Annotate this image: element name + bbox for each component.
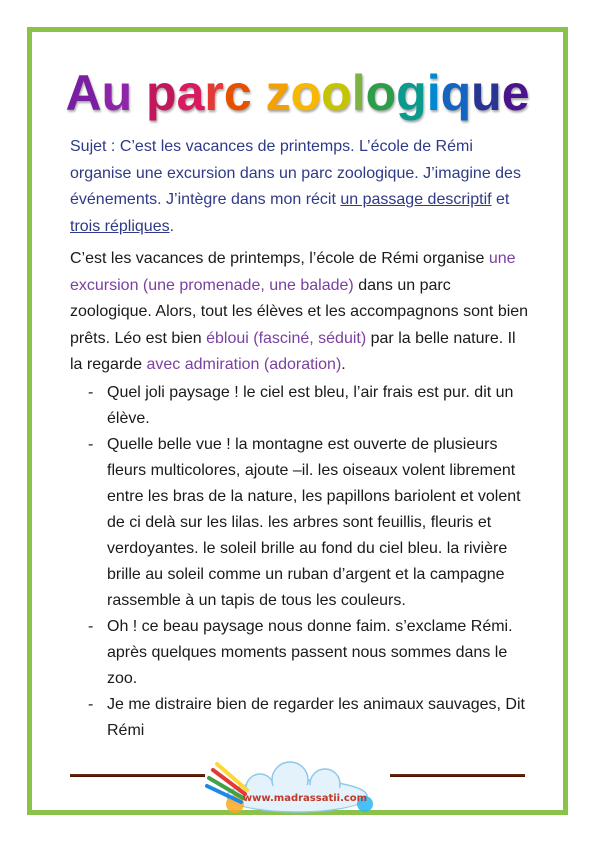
title-letter: u: [101, 65, 133, 121]
title-letter: l: [351, 65, 366, 121]
madrassatii-logo: [205, 760, 390, 815]
title-letter: g: [396, 65, 427, 121]
title-letter: q: [440, 65, 472, 121]
title-letter: i: [426, 65, 441, 121]
title-letter: [252, 65, 266, 121]
sujet-paragraph: [70, 134, 530, 240]
logo-url-text: www.madrassatii.com: [242, 793, 368, 804]
sujet-text-1: C’est les vacances de printemps. L’école de Rémi organise une excursion dans un parc zoologique. J’imagine des événements. J’intègre dans mon récit: [70, 138, 521, 208]
story-text-1: C’est les vacances de printemps, l’école de Rémi organise: [70, 250, 489, 267]
dialogue-line: [70, 614, 532, 692]
sujet-label: Sujet :: [70, 138, 120, 155]
story-text-2: dans un parc zoologique. Alors, tout les élèves et les accompagnons sont bien prêts. Léo est bien: [70, 276, 529, 347]
story-text-4: .: [341, 356, 346, 373]
title-letter: e: [501, 65, 530, 121]
dash-marker: -: [88, 696, 94, 713]
synonym-ebloui: ébloui (fasciné, séduit): [206, 329, 367, 347]
title-letter: a: [176, 65, 205, 121]
synonym-excursion: une excursion (une promenade, une balade): [70, 250, 516, 294]
sujet-underline-repliques: trois répliques: [70, 217, 170, 235]
sujet-text-2: et: [491, 191, 510, 208]
title-letter: z: [265, 65, 291, 121]
footer-rule-left: [70, 774, 205, 777]
title-letter: o: [365, 65, 397, 121]
title-letter: c: [223, 65, 252, 121]
cloud-pencils-icon: [205, 760, 390, 815]
dialogue-list: [70, 380, 532, 744]
title-letter: p: [146, 65, 177, 121]
story-paragraph: [70, 246, 530, 379]
dialogue-text: Quelle belle vue ! la montagne est ouverte de plusieurs fleurs multicolores, ajoute –il. les oiseaux volent librement entre les bras de la nature, les papillons bariolent et volent de ci delà sur les lilas. les arbres sont feuillis, fleuris et verdoyantes. le soleil brille au fond du ciel bleu. la rivière brille au soleil comme un ruban d’argent et la campagne rassemble à un tapis de tous les couleurs.: [107, 436, 521, 609]
synonym-admiration: avec admiration (adoration): [146, 356, 342, 373]
sujet-underline-passage: un passage descriptif: [340, 191, 492, 208]
dash-marker: -: [88, 384, 94, 401]
footer-rule-right: [390, 774, 525, 777]
dialogue-text: Oh ! ce beau paysage nous donne faim. s’exclame Rémi. après quelques moments passent nous sommes dans le zoo.: [107, 618, 513, 687]
title-letter: u: [471, 65, 502, 121]
title-letter: o: [290, 65, 322, 121]
dash-marker: -: [88, 436, 94, 453]
title-letter: o: [321, 65, 352, 121]
sujet-text-3: .: [169, 217, 175, 235]
story-text-3: par la belle nature. Il la regarde: [70, 329, 516, 373]
title-letter: [132, 65, 146, 121]
title-letter: A: [65, 65, 102, 121]
dash-marker: -: [88, 618, 94, 635]
dialogue-line: [70, 692, 532, 744]
dialogue-text: Quel joli paysage ! le ciel est bleu, l’air frais est pur. dit un élève.: [107, 384, 514, 427]
dialogue-text: Je me distraire bien de regarder les animaux sauvages, Dit Rémi: [107, 696, 525, 739]
page-title: [0, 58, 595, 128]
title-letter: r: [204, 65, 224, 121]
dialogue-line: [70, 432, 532, 614]
dialogue-line: [70, 380, 532, 432]
